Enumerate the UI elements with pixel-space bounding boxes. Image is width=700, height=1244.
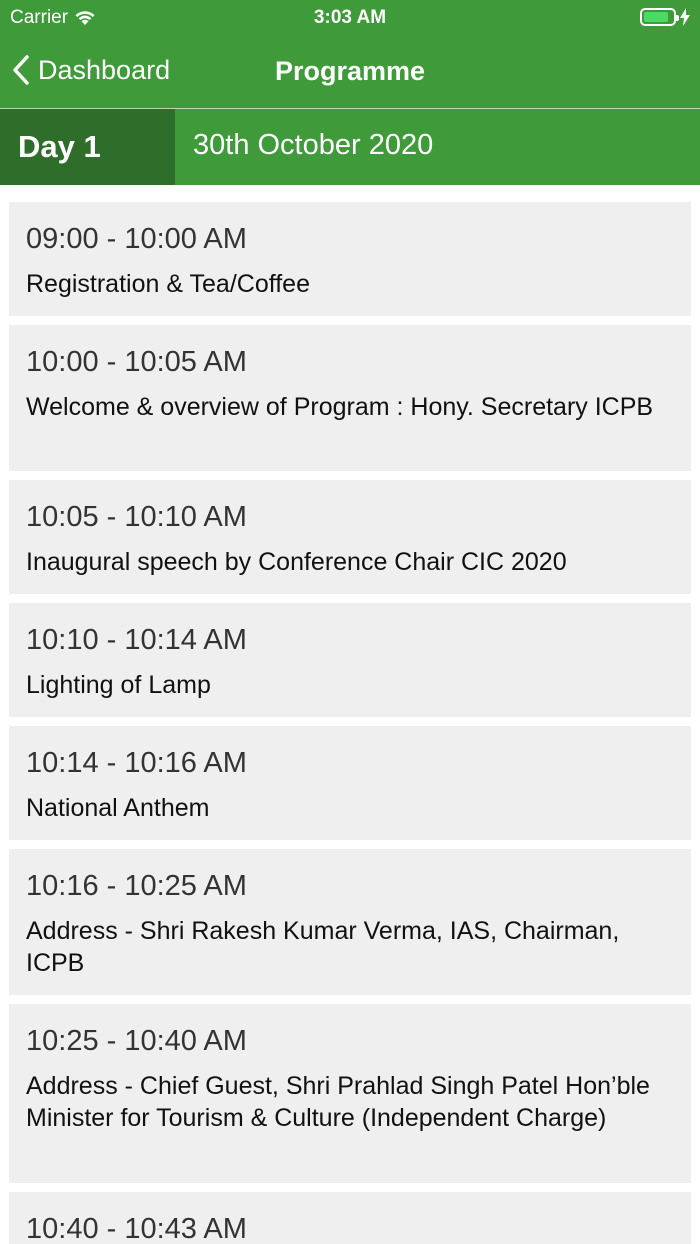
session-card[interactable] <box>9 849 691 995</box>
session-time: 10:10 - 10:14 AM <box>26 624 247 656</box>
session-time: 10:14 - 10:16 AM <box>26 747 247 779</box>
day-tab[interactable]: Day 1 <box>0 109 175 185</box>
session-card[interactable] <box>9 480 691 594</box>
session-title: Inaugural speech by Conference Chair CIC 2020 <box>26 548 567 576</box>
session-card[interactable] <box>9 325 691 471</box>
session-title: Lighting of Lamp <box>26 671 211 699</box>
page-title: Programme <box>274 56 426 86</box>
day-date: 30th October 2020 <box>193 129 434 161</box>
day-header <box>0 109 700 185</box>
session-list[interactable] <box>0 185 700 1244</box>
battery-icon <box>640 8 676 26</box>
session-time: 10:05 - 10:10 AM <box>26 501 247 533</box>
back-button-label: Dashboard <box>38 54 171 85</box>
session-time: 10:25 - 10:40 AM <box>26 1025 247 1057</box>
session-card[interactable] <box>9 726 691 840</box>
session-title: National Anthem <box>26 794 210 822</box>
session-title: Address - Shri Rakesh Kumar Verma, IAS, Chairman, ICPB <box>26 917 620 977</box>
session-card[interactable] <box>9 603 691 717</box>
session-card[interactable] <box>9 1004 691 1183</box>
session-card[interactable] <box>9 1192 691 1244</box>
battery-indicator <box>640 8 690 26</box>
session-title: Registration & Tea/Coffee <box>26 270 310 298</box>
session-time: 10:40 - 10:43 AM <box>26 1213 247 1244</box>
carrier-label: Carrier <box>10 7 69 28</box>
session-time: 10:16 - 10:25 AM <box>26 870 247 902</box>
status-bar <box>0 0 700 36</box>
session-time: 10:00 - 10:05 AM <box>26 346 247 378</box>
navigation-bar <box>0 36 700 108</box>
bolt-icon <box>680 8 690 26</box>
status-time: 3:03 AM <box>313 7 387 28</box>
session-card[interactable] <box>9 202 691 316</box>
session-time: 09:00 - 10:00 AM <box>26 223 247 255</box>
session-title: Address - Chief Guest, Shri Prahlad Singh Patel Hon’ble Minister for Tourism & Culture (Independent Charge) <box>26 1072 650 1132</box>
session-title: Welcome & overview of Program : Hony. Secretary ICPB <box>26 393 654 421</box>
